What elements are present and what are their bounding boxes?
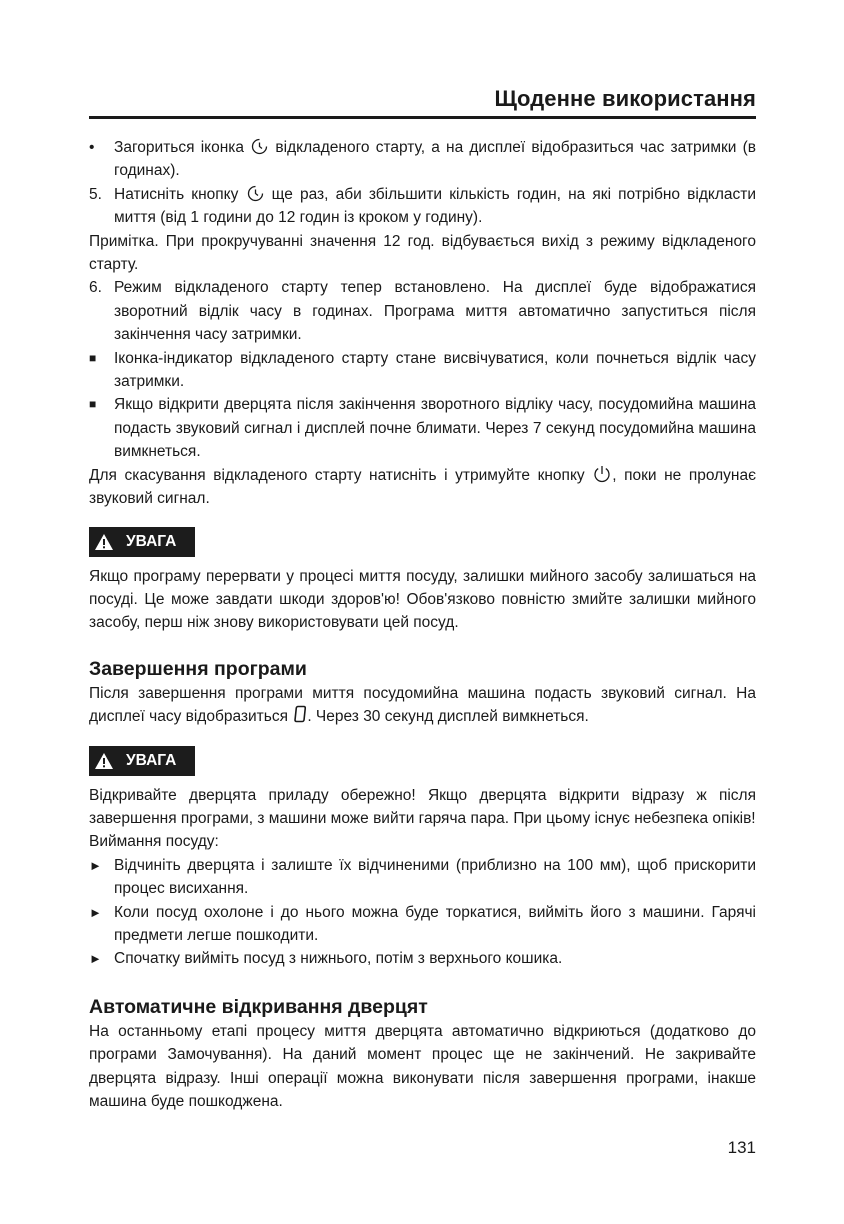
- text-span: Відчиніть дверцята і залиште їх відчиненими (приблизно на 100 мм), щоб прискорити процес висихання.: [114, 856, 756, 898]
- square-bullet-marker: ■: [89, 350, 97, 365]
- unloading-title: Виймання посуду:: [89, 833, 219, 851]
- section-heading-auto-door: Автоматичне відкривання дверцят: [89, 995, 428, 1018]
- square-bullet-item: [89, 347, 756, 394]
- warning-text: Якщо програму перервати у процесі миття посуду, залишки мийного засобу залишаться на посуді. Це може завдати шкоди здоров'ю! Обов'язково повністю змийте залишки мийного засобу, перш ніж знову використовувати цей посуд.: [89, 567, 756, 632]
- text-span: . Через 30 секунд дисплей вимкнеться.: [307, 708, 589, 726]
- section-heading-program-end: Завершення програми: [89, 657, 307, 680]
- arrow-bullet-marker: ►: [89, 951, 102, 967]
- warning-badge: [89, 746, 195, 776]
- auto-door-paragraph: На останньому етапі процесу миття дверцята автоматично відкриються (додатково до програми Замочування). На даний момент процес ще не закінчений. Не закривайте дверцята відразу. Інші операції можна виконувати після завершення програми, інакше машина буде пошкоджена.: [89, 1022, 756, 1110]
- page-header-title: Щоденне використання: [494, 86, 756, 111]
- square-bullet-marker: ■: [89, 397, 97, 412]
- arrow-bullet-marker: ►: [89, 857, 102, 873]
- text-span: Спочатку вийміть посуд з нижнього, потім з верхнього кошика.: [114, 950, 563, 968]
- text-span: відкладеного старту, а на дисплеї відобразиться час затримки (в годинах).: [114, 139, 756, 180]
- header-rule: [89, 116, 756, 119]
- text-span: Якщо відкрити дверцята після закінчення зворотного відліку часу, посудомийна машина подасть звуковий сигнал і дисплей почне блимати. Через 7 секунд посудомийна машина вимкнеться.: [114, 396, 756, 461]
- page-number: 131: [727, 1138, 756, 1157]
- text-span: Коли посуд охолоне і до нього можна буде торкатися, вийміть його з машини. Гарячі предмети легше пошкодити.: [114, 903, 756, 944]
- step-5: [89, 183, 756, 230]
- cancel-delay-paragraph: [89, 464, 756, 511]
- text-span: Загориться іконка: [114, 139, 245, 156]
- step-6: [89, 276, 756, 346]
- arrow-bullet-marker: ►: [89, 904, 102, 920]
- square-bullet-item: [89, 393, 756, 463]
- bullet-marker: •: [89, 139, 95, 156]
- list-item: [89, 854, 756, 901]
- text-span: Після завершення програми миття посудомийна машина подасть звуковий сигнал. На дисплеї часу відобразиться: [89, 684, 756, 726]
- program-end-paragraph: [89, 682, 756, 729]
- list-item: [89, 947, 756, 970]
- text-span: , поки не пролунає звуковий сигнал.: [89, 466, 756, 508]
- text-span: Для скасування відкладеного старту натисніть і утримуйте кнопку: [89, 466, 585, 484]
- text-span: ще раз, аби збільшити кількість годин, на які потрібно відкласти миття (від 1 години до 12 годин із кроком у годину).: [114, 185, 757, 227]
- step-number: 5.: [89, 185, 102, 203]
- warning-text: Відкривайте дверцята приладу обережно! Якщо дверцята відкрити відразу ж після завершення програми, з машини може вийти гаряча пара. При цьому існує небезпека опіків!: [89, 786, 756, 827]
- bullet-delay-icon-lit: [89, 136, 756, 183]
- note-paragraph: Примітка. При прокручуванні значення 12 год. відбувається вихід з режиму відкладеного старту.: [89, 232, 756, 274]
- step-number: 6.: [89, 279, 102, 297]
- warning-badge: [89, 527, 195, 557]
- warning-triangle-icon: [94, 533, 114, 551]
- power-icon: [593, 465, 611, 483]
- delay-start-clock-icon: [251, 138, 268, 155]
- warning-label: УВАГА: [126, 751, 177, 769]
- warning-triangle-icon: [94, 752, 114, 770]
- text-span: Натисніть кнопку: [114, 185, 239, 203]
- delay-start-clock-icon: [247, 185, 264, 202]
- text-span: Режим відкладеного старту тепер встановлено. На дисплеї буде відображатися зворотний відлік часу в годинах. Програма миття автоматично запуститься після закінчення часу затримки.: [114, 279, 756, 344]
- text-span: Іконка-індикатор відкладеного старту стане висвічуватися, коли почнеться відлік часу затримки.: [114, 349, 756, 391]
- warning-label: УВАГА: [126, 532, 177, 550]
- list-item: [89, 901, 756, 948]
- page-content: [89, 136, 756, 1113]
- display-zero-icon: [293, 705, 306, 724]
